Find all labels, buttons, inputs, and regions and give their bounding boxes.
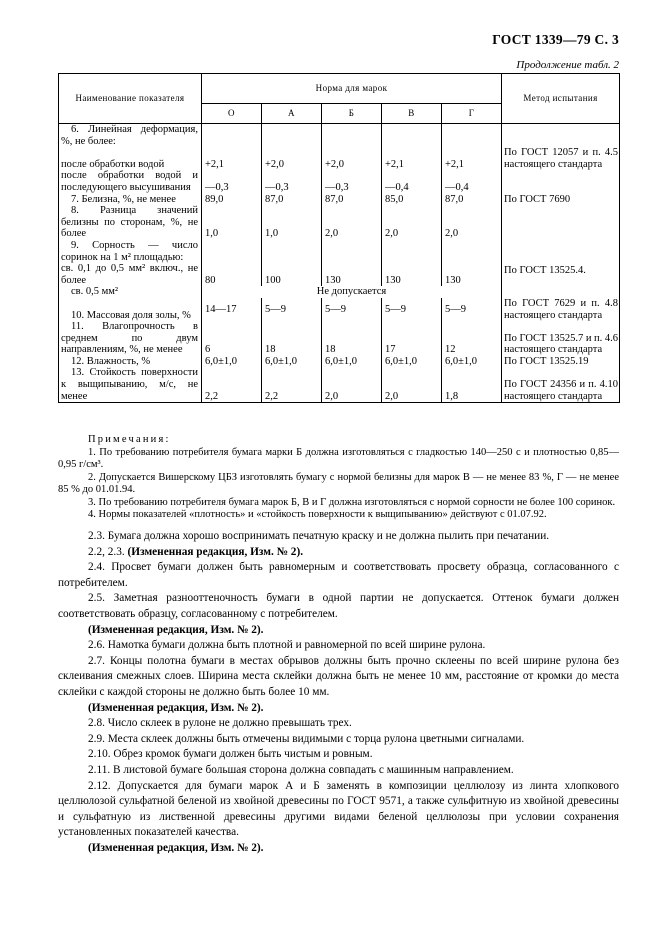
- cell-value: 2,2: [262, 367, 322, 402]
- cell-value: 130: [322, 263, 382, 286]
- column-header-method: Метод испытания: [502, 74, 620, 124]
- cell-value: 6,0±1,0: [202, 356, 262, 368]
- cell-value: +2,0: [322, 147, 382, 170]
- note-item: 3. По требованию потребителя бумага марок Б, В и Г должна изготовляться с нормой сорности не более 100 соринок.: [88, 496, 616, 508]
- cell-value: 5—9: [382, 298, 442, 321]
- cell-value: 2,0: [322, 367, 382, 402]
- cell-value: 1,0: [202, 205, 262, 240]
- cell-method: По ГОСТ 24356 и п. 4.10 настоящего стандарта: [502, 367, 620, 402]
- table-row: [59, 124, 620, 148]
- cell-value: 18: [262, 321, 322, 356]
- cell-value: 12: [442, 321, 502, 356]
- column-header-name: Наименование показателя: [59, 74, 202, 124]
- table-row: [59, 286, 620, 298]
- cell-value: —0,3: [202, 170, 262, 193]
- grade-header-v: В: [382, 104, 442, 124]
- cell-value: 6: [202, 321, 262, 356]
- clause-2-3: 2.3. Бумага должна хорошо воспринимать печатную краску и не должна пылить при печатании.: [88, 530, 550, 542]
- table-row: [59, 321, 620, 356]
- clause-2-4: 2.4. Просвет бумаги должен быть равномерным и соответствовать просвету образца, согласованного с потребителем.: [58, 561, 619, 589]
- clause-2-8: 2.8. Число склеек в рулоне не должно превышать трех.: [88, 717, 352, 730]
- table-row: [59, 263, 620, 286]
- table-notes: [58, 434, 619, 522]
- cell-value: 130: [382, 263, 442, 286]
- cell-value: 2,0: [382, 205, 442, 240]
- row-name: 10. Массовая доля золы, %: [59, 298, 202, 321]
- cell-method: По ГОСТ 13525.7 и п. 4.6 настоящего стандарта: [502, 321, 620, 356]
- properties-table: [58, 73, 620, 403]
- grade-header-o: О: [202, 104, 262, 124]
- row-name: 6. Линейная деформация, %, не более:: [59, 124, 202, 148]
- clause-2-10: 2.10. Обрез кромок бумаги должен быть чистым и ровным.: [88, 748, 373, 761]
- edit-mark: (Измененная редакция, Изм. № 2).: [88, 841, 264, 854]
- table-row: [59, 356, 620, 368]
- cell-method: По ГОСТ 12057 и п. 4.5 настоящего стандарта: [502, 147, 620, 170]
- row-name: св. 0,5 мм²: [59, 286, 202, 298]
- cell-value: —0,3: [322, 170, 382, 193]
- cell-value: 80: [202, 263, 262, 286]
- row-name: 13. Стойкость поверхности к выщипыванию, м/с, не менее: [59, 367, 202, 402]
- cell-value: 1,8: [442, 367, 502, 402]
- cell-value: 100: [262, 263, 322, 286]
- note-item: 4. Нормы показателей «плотность» и «стойкость поверхности к выщипыванию» действуют с 01.07.92.: [88, 509, 547, 520]
- cell-value: 2,2: [202, 367, 262, 402]
- cell-value: 6,0±1,0: [382, 356, 442, 368]
- cell-value: 2,0: [382, 367, 442, 402]
- cell-method: По ГОСТ 7690: [502, 194, 620, 206]
- table-row: [59, 298, 620, 321]
- row-name: 11. Влагопрочность в среднем по двум направлениям, %, не менее: [59, 321, 202, 356]
- cell-method: По ГОСТ 7629 и п. 4.8 настоящего стандарта: [502, 298, 620, 321]
- edit-mark: (Измененная редакция, Изм. № 2).: [127, 545, 304, 558]
- cell-value: 5—9: [322, 298, 382, 321]
- cell-value: 5—9: [442, 298, 502, 321]
- table-row: [59, 367, 620, 402]
- cell-value: 87,0: [322, 194, 382, 206]
- cell-value: 6,0±1,0: [442, 356, 502, 368]
- cell-value: 87,0: [442, 194, 502, 206]
- cell-value: +2,1: [382, 147, 442, 170]
- clause-2-7: 2.7. Концы полотна бумаги в местах обрывов должны быть прочно склеены по всей ширине рулона без склеивания смежных слоев. Ширина места склейки должна быть не менее 10 мм, расстояние от кромки до места склейки с каждой стороны не должно быть более 10 мм.: [58, 654, 619, 698]
- cell-value: 6,0±1,0: [322, 356, 382, 368]
- cell-method: По ГОСТ 13525.19: [502, 356, 620, 368]
- edit-mark: (Измененная редакция, Изм. № 2).: [88, 623, 264, 636]
- grade-header-a: А: [262, 104, 322, 124]
- clause-edit-note: [58, 841, 619, 857]
- cell-value: 1,0: [262, 205, 322, 240]
- table-row: [59, 240, 620, 263]
- clause-number: 2.2, 2.3.: [88, 545, 125, 558]
- row-name: 9. Сорность — число соринок на 1 м² площадью:: [59, 240, 202, 263]
- note-item: 1. По требованию потребителя бумага марки Б должна изготовляться с гладкостью 140—250 с и плотностью 0,85—0,95 г/см³.: [58, 446, 619, 470]
- cell-method: По ГОСТ 13525.4.: [502, 263, 620, 286]
- cell-value: —0,4: [442, 170, 502, 193]
- table-caption: Продолжение табл. 2: [516, 59, 619, 71]
- page-header: ГОСТ 1339—79 С. 3: [492, 32, 619, 47]
- clause-edit-note: [58, 545, 619, 561]
- table-row: [59, 205, 620, 240]
- row-name: св. 0,1 до 0,5 мм² включ., не более: [59, 263, 202, 286]
- column-header-norm: Норма для марок: [202, 74, 502, 104]
- row-name: 12. Влажность, %: [59, 356, 202, 368]
- cell-value-span: Не допускается: [202, 286, 502, 298]
- grade-header-g: Г: [442, 104, 502, 124]
- cell-value: 2,0: [442, 205, 502, 240]
- edit-mark: (Измененная редакция, Изм. № 2).: [88, 701, 264, 714]
- cell-value: 130: [442, 263, 502, 286]
- clause-edit-note: [58, 623, 619, 639]
- clause-2-12: 2.12. Допускается для бумаги марок А и Б заменять в композиции целлюлозу из линта хлопкового целлюлозой сульфатной беленой из хвойной древесины по ГОСТ 9571, а также сульфитную из хвойной древесины и сульфатную из лиственной древесины другими видами беленой целлюлозы при условии сохранения установленных показателей качества.: [58, 779, 619, 839]
- row-name: 8. Разница значений белизны по сторонам, %, не более: [59, 205, 202, 240]
- table-row: [59, 147, 620, 170]
- row-name: после обработки водой и последующего высушивания: [59, 170, 202, 193]
- cell-value: 17: [382, 321, 442, 356]
- clause-2-6: 2.6. Намотка бумаги должна быть плотной и равномерной по всей ширине рулона.: [88, 639, 486, 652]
- clause-2-11: 2.11. В листовой бумаге большая сторона должна совпадать с машинным направлением.: [88, 763, 514, 776]
- clauses-section: [58, 529, 619, 856]
- cell-value: 6,0±1,0: [262, 356, 322, 368]
- cell-value: +2,1: [442, 147, 502, 170]
- clause-edit-note: [58, 701, 619, 717]
- cell-value: +2,1: [202, 147, 262, 170]
- cell-value: 87,0: [262, 194, 322, 206]
- cell-value: 2,0: [322, 205, 382, 240]
- cell-value: 14—17: [202, 298, 262, 321]
- clause-2-5: 2.5. Заметная разнооттеночность бумаги в одной партии не допускается. Оттенок бумаги должен соответствовать образцу, согласованному с потребителем.: [58, 592, 619, 620]
- clause-2-9: 2.9. Места склеек должны быть отмечены видимыми с торца рулона цветными сигналами.: [88, 732, 525, 745]
- cell-value: —0,4: [382, 170, 442, 193]
- grade-header-b: Б: [322, 104, 382, 124]
- cell-value: 89,0: [202, 194, 262, 206]
- cell-value: 18: [322, 321, 382, 356]
- table-row: [59, 170, 620, 193]
- cell-value: 85,0: [382, 194, 442, 206]
- row-name: после обработки водой: [59, 147, 202, 170]
- row-name: 7. Белизна, %, не менее: [59, 194, 202, 206]
- cell-value: +2,0: [262, 147, 322, 170]
- notes-heading: Примечания:: [88, 434, 171, 445]
- cell-value: —0,3: [262, 170, 322, 193]
- table-row: [59, 194, 620, 206]
- cell-value: 5—9: [262, 298, 322, 321]
- note-item: 2. Допускается Вишерскому ЦБЗ изготовлять бумагу с нормой белизны для марок В — не менее 83 %, Г — не менее 85 % до 01.01.94.: [58, 471, 619, 495]
